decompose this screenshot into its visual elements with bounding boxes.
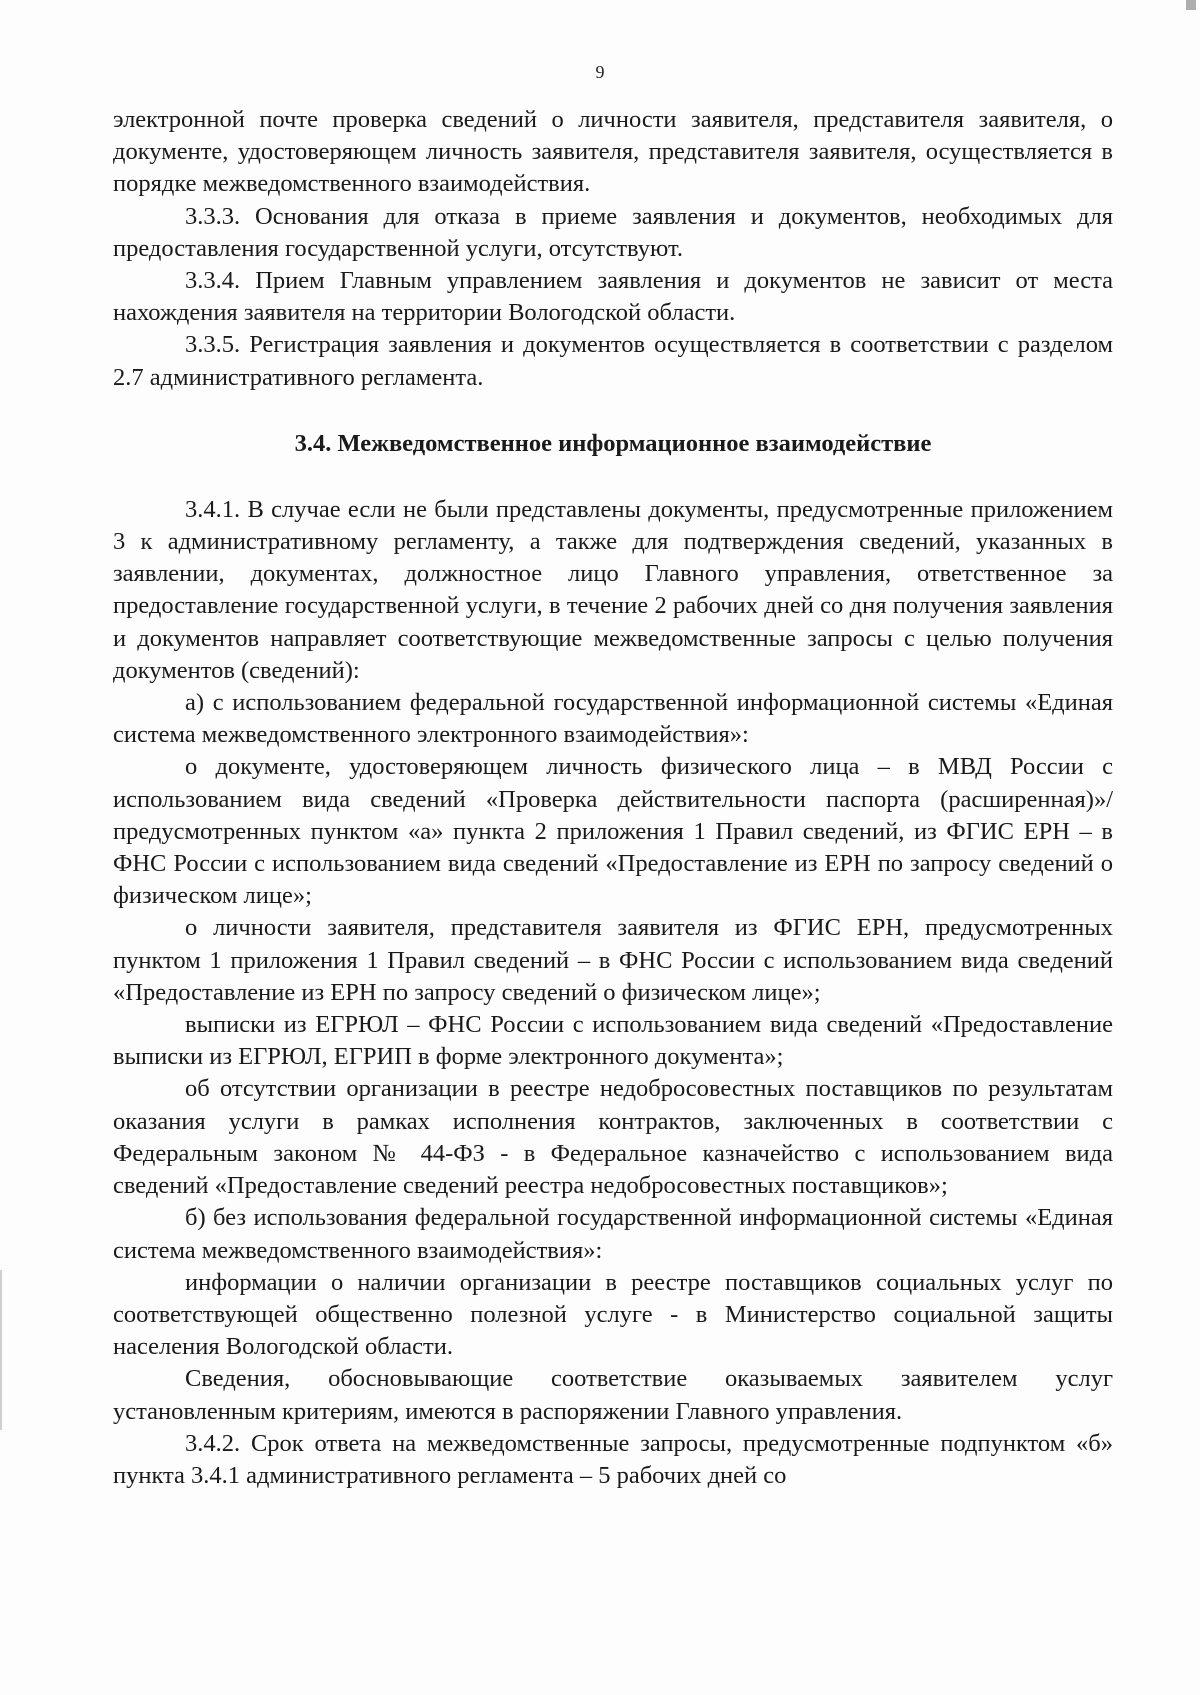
scan-corner-mark	[1186, 0, 1196, 10]
paragraph-social-services-registry: информации о наличии организации в реестре поставщиков социальных услуг по соответствующей общественно полезной услуге - в Министерство социальной защиты населения Вологодской области.	[113, 1268, 1113, 1361]
paragraph-identity-document: о документе, удостоверяющем личность физического лица – в МВД России с использованием вида сведений «Проверка действительности паспорта (расширенная)»/предусмотренных пунктом «а» пункта 2 приложения 1 Правил сведений, из ФГИС ЕРН – в ФНС России с использованием вида сведений «Предоставление из ЕРН по запросу сведений о физическом лице»;	[113, 753, 1113, 910]
document-body	[113, 104, 1113, 1492]
paragraph-item-b: б) без использования федеральной государственной информационной системы «Единая система межведомственного взаимодействия»:	[113, 1204, 1113, 1264]
paragraph-unfair-suppliers: об отсутствии организации в реестре недобросовестных поставщиков по результатам оказания услуги в рамках исполнения контрактов, заключенных в соответствии с Федеральным законом № 44-ФЗ - в Федеральное казначейство с использованием вида сведений «Предоставление сведений реестра недобросовестных поставщиков»;	[113, 1075, 1113, 1200]
paragraph-3-3-5: 3.3.5. Регистрация заявления и документов осуществляется в соответствии с разделом 2.7 административного регламента.	[113, 331, 1113, 391]
paragraph-3-3-3: 3.3.3. Основания для отказа в приеме заявления и документов, необходимых для предоставления государственной услуги, отсутствуют.	[113, 202, 1113, 262]
page-number: 9	[595, 62, 605, 82]
paragraph-3-4-2: 3.4.2. Срок ответа на межведомственные запросы, предусмотренные подпунктом «б» пункта 3.4.1 административного регламента – 5 рабочих дней со	[113, 1429, 1113, 1489]
paragraph-3-4-1: 3.4.1. В случае если не были представлены документы, предусмотренные приложением 3 к административному регламенту, а также для подтверждения сведений, указанных в заявлении, документах, должностное лицо Главного управления, ответственное за предоставление государственной услуги, в течение 2 рабочих дней со дня получения заявления и документов направляет соответствующие межведомственные запросы с целью получения документов (сведений):	[113, 495, 1113, 684]
paragraph-item-a: а) с использованием федеральной государственной информационной системы «Единая система межведомственного электронного взаимодействия»:	[113, 689, 1113, 749]
scan-edge-shadow	[0, 1270, 2, 1430]
paragraph-3-3-4: 3.3.4. Прием Главным управлением заявления и документов не зависит от места нахождения заявителя на территории Вологодской области.	[113, 267, 1113, 327]
paragraph-criteria-info: Сведения, обосновывающие соответствие оказываемых заявителем услуг установленным критериям, имеются в распоряжении Главного управления.	[113, 1365, 1113, 1425]
section-heading: 3.4. Межведомственное информационное взаимодействие	[294, 429, 932, 457]
paragraph-egrul-extract: выписки из ЕГРЮЛ – ФНС России с использованием вида сведений «Предоставление выписки из ЕГРЮЛ, ЕГРИП в форме электронного документа»;	[113, 1011, 1113, 1071]
paragraph-continuation: электронной почте проверка сведений о личности заявителя, представителя заявителя, о документе, удостоверяющем личность заявителя, представителя заявителя, осуществляется в порядке межведомственного взаимодействия.	[113, 106, 1113, 198]
paragraph-applicant-identity: о личности заявителя, представителя заявителя из ФГИС ЕРН, предусмотренных пунктом 1 приложения 1 Правил сведений – в ФНС России с использованием вида сведений «Предоставление из ЕРН по запросу сведений о физическом лице»;	[113, 914, 1113, 1006]
